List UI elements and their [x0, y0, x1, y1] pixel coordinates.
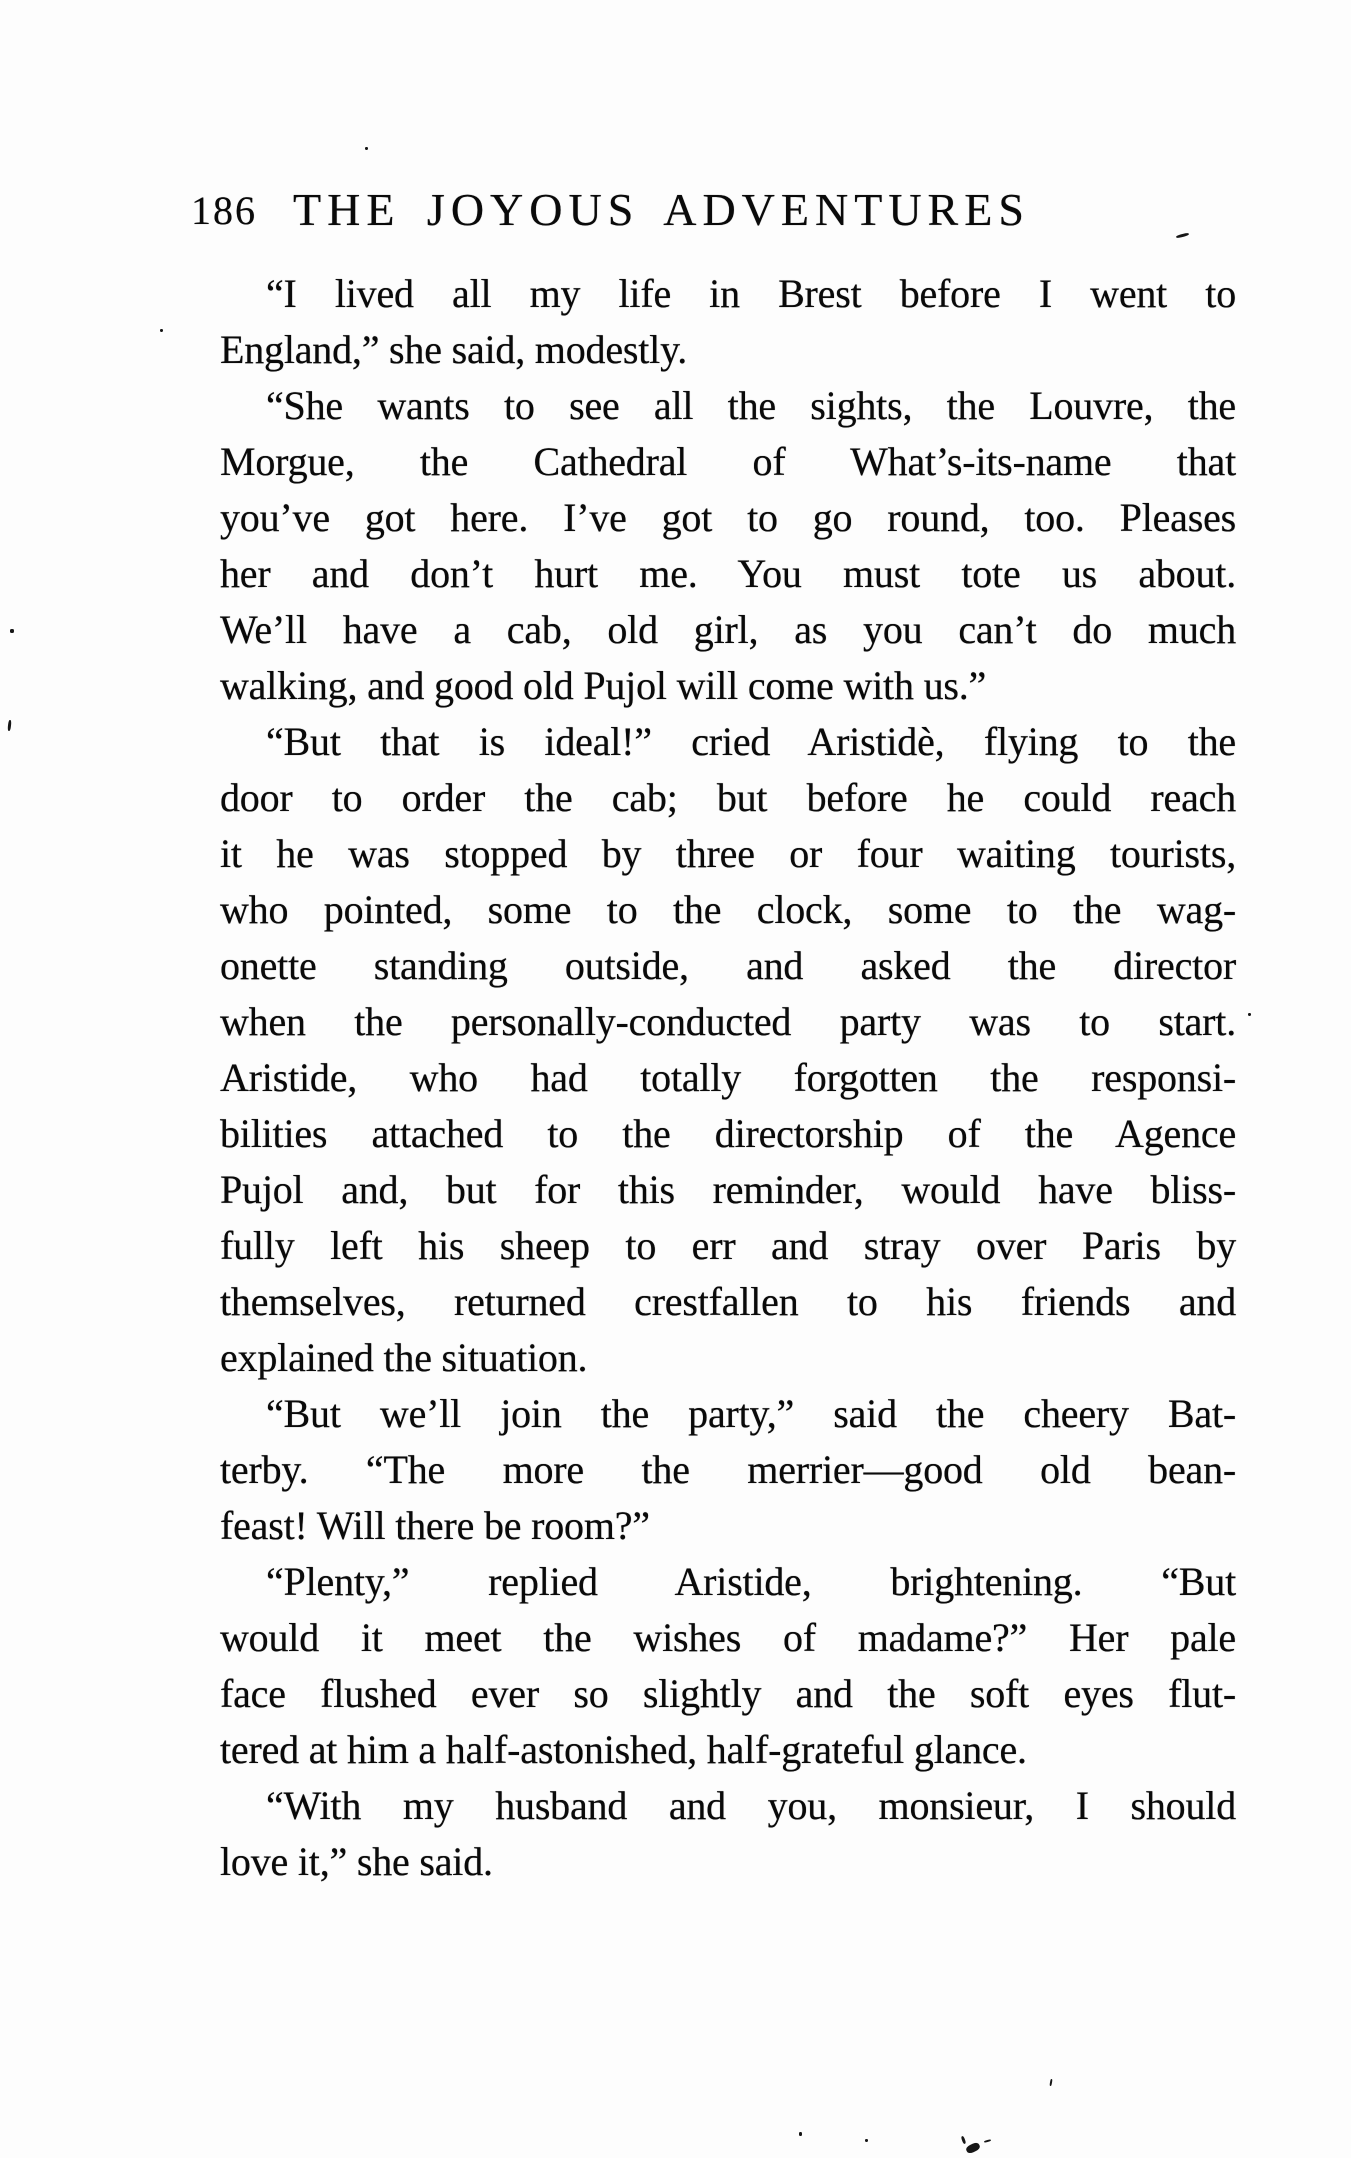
scan-speck	[799, 2132, 802, 2136]
text-line: face flushed ever so slightly and the soft eyes flut-	[220, 1671, 1236, 1716]
text-line: terby. “The more the merrier—good old bean-	[220, 1447, 1236, 1492]
text-line: her and don’t hurt me. You must tote us about.	[220, 551, 1236, 596]
scan-speck	[160, 329, 163, 332]
text-line: We’ll have a cab, old girl, as you can’t do much	[220, 607, 1236, 652]
scan-speck	[7, 720, 11, 731]
scan-speck	[365, 147, 368, 150]
text-line: Pujol and, but for this reminder, would have bliss-	[220, 1167, 1236, 1212]
scan-speck	[965, 2141, 981, 2154]
text-line: feast! Will there be room?”	[220, 1503, 650, 1548]
text-line: themselves, returned crestfallen to his friends and	[220, 1279, 1236, 1324]
page-number: 186	[191, 188, 257, 233]
scan-speck	[865, 2139, 868, 2142]
text-line: would it meet the wishes of madame?” Her pale	[220, 1615, 1236, 1660]
text-line: bilities attached to the directorship of the Agence	[220, 1111, 1236, 1156]
text-line: “She wants to see all the sights, the Louvre, the	[266, 383, 1236, 428]
scan-speck	[1248, 1013, 1251, 1016]
text-line: Morgue, the Cathedral of What’s-its-name that	[220, 439, 1236, 484]
text-line: who pointed, some to the clock, some to the wag-	[220, 887, 1236, 932]
text-line: fully left his sheep to err and stray over Paris by	[220, 1223, 1236, 1268]
text-line: love it,” she said.	[220, 1839, 493, 1884]
text-line: door to order the cab; but before he could reach	[220, 775, 1236, 820]
text-line: “Plenty,” replied Aristide, brightening. “But	[266, 1559, 1236, 1604]
running-title: THE JOYOUS ADVENTURES	[293, 184, 1030, 235]
text-line: explained the situation.	[220, 1335, 588, 1380]
text-line: “I lived all my life in Brest before I went to	[266, 271, 1236, 316]
text-line: onette standing outside, and asked the director	[220, 943, 1236, 988]
text-line: walking, and good old Pujol will come with us.”	[220, 663, 987, 708]
text-block	[220, 266, 1236, 1890]
text-line: it he was stopped by three or four waiting tourists,	[220, 831, 1236, 876]
text-line: “With my husband and you, monsieur, I should	[266, 1783, 1236, 1828]
text-line: “But that is ideal!” cried Aristidè, flying to the	[266, 719, 1236, 764]
scan-speck	[10, 629, 14, 633]
text-line: you’ve got here. I’ve got to go round, too. Pleases	[220, 495, 1236, 540]
text-line: tered at him a half-astonished, half-grateful glance.	[220, 1727, 1027, 1772]
text-line: “But we’ll join the party,” said the cheery Bat-	[266, 1391, 1236, 1436]
scan-speck	[984, 2139, 991, 2143]
scan-speck	[961, 2136, 967, 2145]
scan-speck	[1176, 232, 1189, 238]
text-line: England,” she said, modestly.	[220, 327, 688, 372]
scan-speck	[1049, 2079, 1052, 2086]
text-line: when the personally-conducted party was to start.	[220, 999, 1236, 1044]
text-line: Aristide, who had totally forgotten the responsi-	[220, 1055, 1236, 1100]
